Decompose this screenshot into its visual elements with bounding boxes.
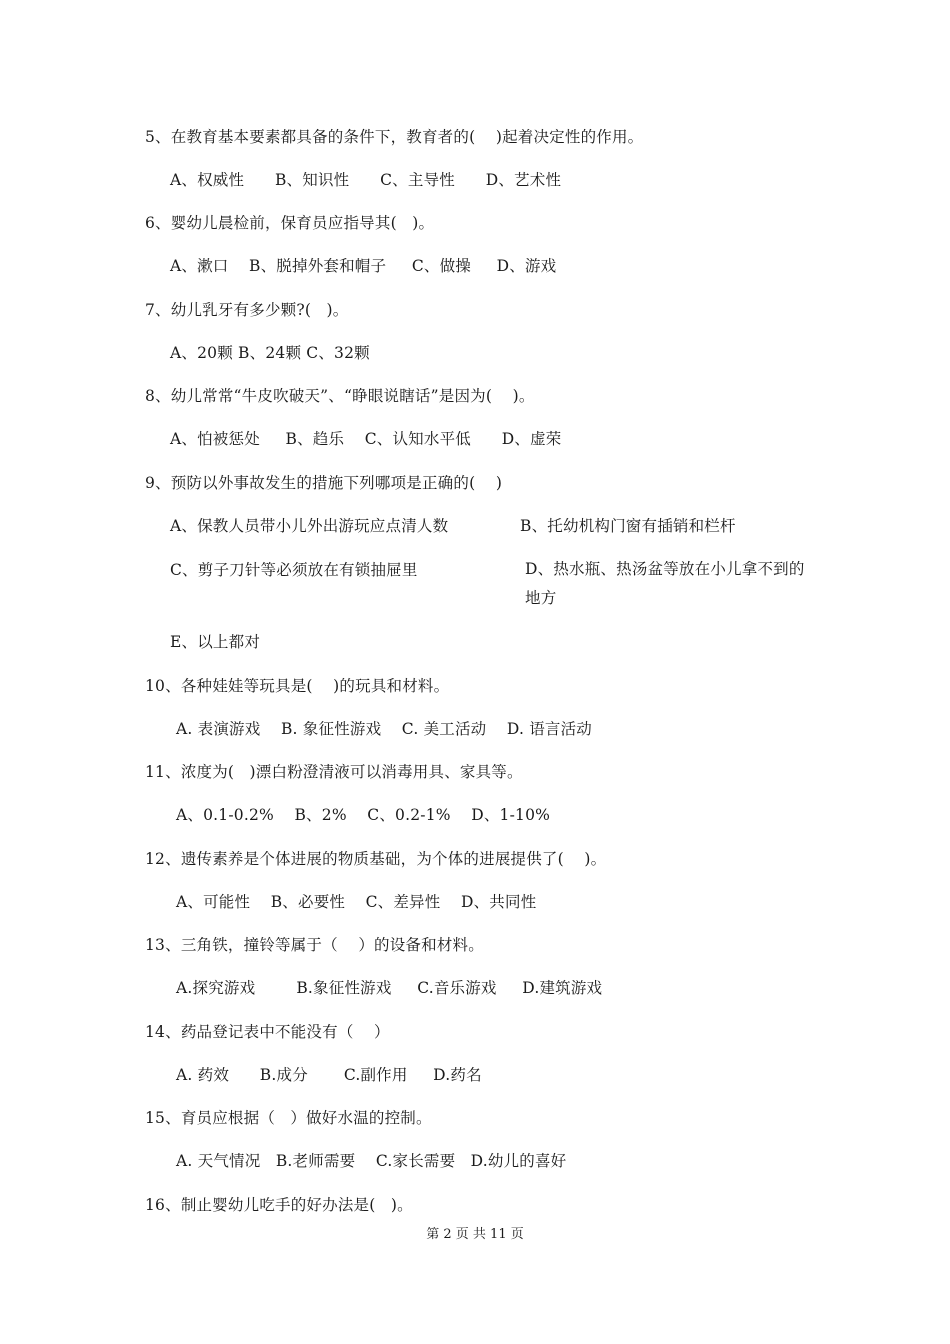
question-16-stem: 16、制止婴幼儿吃手的好办法是( )。 [145, 1196, 413, 1214]
question-10-options: A. 表演游戏 B. 象征性游戏 C. 美工活动 D. 语言活动 [176, 720, 593, 738]
question-9-option-a: A、保教人员带小儿外出游玩应点清人数 [170, 517, 449, 535]
question-12-options: A、可能性 B、必要性 C、差异性 D、共同性 [176, 893, 537, 911]
question-15-stem: 15、育员应根据（ ）做好水温的控制。 [145, 1109, 432, 1127]
question-11-options: A、0.1-0.2% B、2% C、0.2-1% D、1-10% [176, 806, 551, 824]
question-9-option-d [525, 555, 815, 613]
question-9-option-d-text: D、热水瓶、热汤盆等放在小儿拿不到的地方 [525, 560, 805, 607]
question-9-stem: 9、预防以外事故发生的措施下列哪项是正确的( ) [145, 474, 503, 492]
question-9-option-c: C、剪子刀针等必须放在有锁抽屉里 [170, 561, 418, 579]
question-7-stem: 7、幼儿乳牙有多少颗?( )。 [145, 301, 349, 319]
question-8-stem: 8、幼儿常常“牛皮吹破天”、“睁眼说瞎话”是因为( )。 [145, 387, 535, 405]
question-13-options: A.探究游戏 B.象征性游戏 C.音乐游戏 D.建筑游戏 [176, 979, 603, 997]
question-15-options: A. 天气情况 B.老师需要 C.家长需要 D.幼儿的喜好 [176, 1152, 567, 1170]
question-6-options: A、漱口 B、脱掉外套和帽子 C、做操 D、游戏 [170, 257, 557, 275]
question-6-stem: 6、婴幼儿晨检前，保育员应指导其( )。 [145, 214, 435, 232]
question-5-options: A、权威性 B、知识性 C、主导性 D、艺术性 [170, 171, 562, 189]
question-5-stem: 5、在教育基本要素都具备的条件下，教育者的( )起着决定性的作用。 [145, 128, 644, 146]
question-11-stem: 11、浓度为( )漂白粉澄清液可以消毒用具、家具等。 [145, 763, 523, 781]
question-14-stem: 14、药品登记表中不能没有（ ） [145, 1023, 390, 1041]
question-9-option-b: B、托幼机构门窗有插销和栏杆 [520, 517, 736, 535]
question-13-stem: 13、三角铁，撞铃等属于（ ）的设备和材料。 [145, 936, 484, 954]
question-9-option-e: E、以上都对 [170, 633, 261, 651]
question-14-options: A. 药效 B.成分 C.副作用 D.药名 [176, 1066, 482, 1084]
question-7-options: A、20颗 B、24颗 C、32颗 [170, 344, 370, 362]
question-12-stem: 12、遗传素养是个体进展的物质基础，为个体的进展提供了( )。 [145, 850, 607, 868]
page-footer: 第 2 页 共 11 页 [426, 1227, 524, 1242]
question-10-stem: 10、各种娃娃等玩具是( )的玩具和材料。 [145, 677, 450, 695]
question-8-options: A、怕被惩处 B、趋乐 C、认知水平低 D、虚荣 [170, 430, 562, 448]
